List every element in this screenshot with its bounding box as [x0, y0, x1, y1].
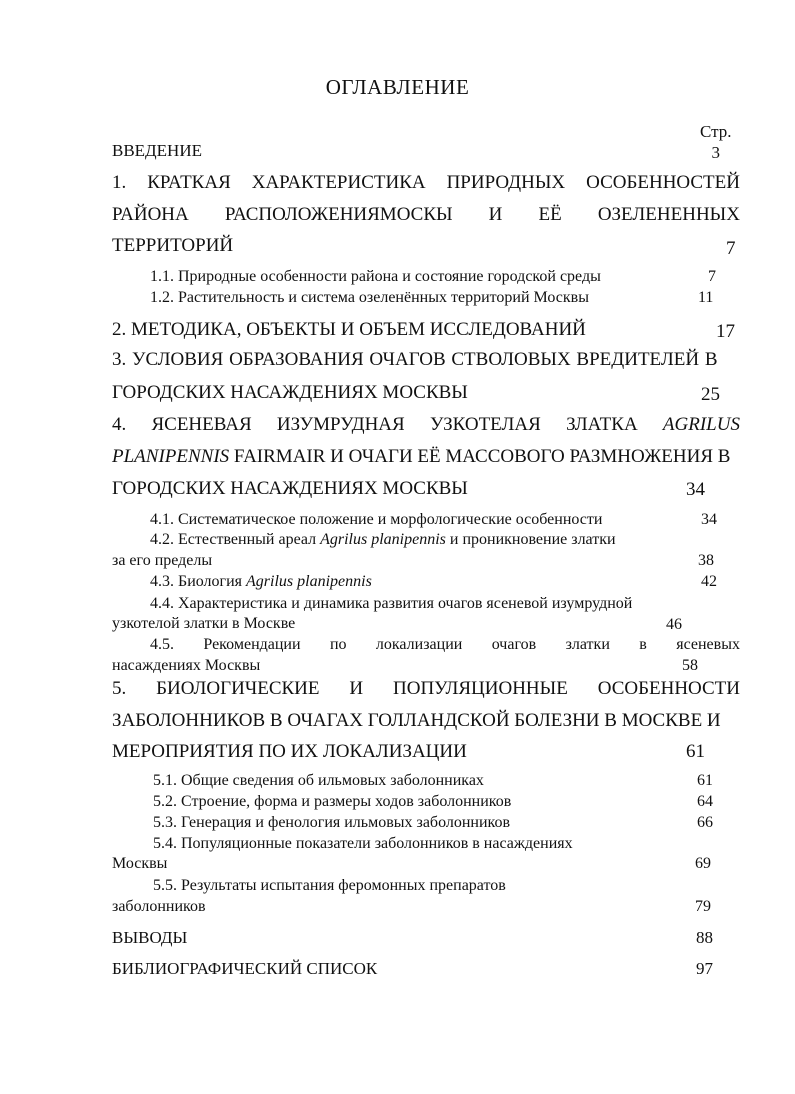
toc-ch5-line3: МЕРОПРИЯТИЯ ПО ИХ ЛОКАЛИЗАЦИИ [112, 741, 467, 762]
toc-ch1-word: ОСОБЕННОСТЕЙ [586, 172, 740, 193]
toc-1-1-page: 7 [708, 268, 716, 285]
toc-ch5-word: 5. [112, 678, 127, 699]
toc-4-5-line1 [150, 637, 740, 653]
toc-ch3-line2: ГОРОДСКИХ НАСАЖДЕНИЯХ МОСКВЫ [112, 382, 468, 403]
toc-4-3-page: 42 [701, 573, 717, 590]
toc-5-4-page: 69 [695, 855, 711, 872]
toc-ch5-page: 61 [686, 741, 705, 762]
toc-ch5-word: И [349, 678, 364, 699]
toc-ch1-word: КРАТКАЯ [147, 172, 231, 193]
toc-5-4-line2: Москвы [112, 855, 168, 872]
toc-ch4-page: 34 [686, 479, 705, 500]
toc-4-1-page: 34 [701, 511, 717, 528]
toc-ch4-line2-rest: FAIRMAIR И ОЧАГИ ЕЁ МАССОВОГО РАЗМНОЖЕНИЯ В [229, 446, 731, 467]
toc-ch1-word: ПРИРОДНЫХ [446, 172, 566, 193]
toc-4-3-italic: Agrilus planipennis [246, 573, 372, 590]
toc-ch5-word: ПОПУЛЯЦИОННЫЕ [393, 678, 568, 699]
toc-4-2-line1 [150, 532, 616, 548]
toc-ch4-word: 4. [112, 414, 127, 435]
toc-4-2-line2: за его пределы [112, 552, 213, 569]
toc-5-1-page: 61 [697, 772, 713, 789]
toc-5-2-label: 5.2. Строение, форма и размеры ходов заболонников [153, 793, 512, 810]
toc-ch4-line2 [112, 447, 730, 466]
toc-4-4-page: 46 [666, 616, 682, 633]
toc-ch3-page: 25 [701, 384, 720, 405]
toc-5-2-page: 64 [697, 793, 713, 810]
toc-4-2-page: 38 [698, 552, 714, 569]
toc-4-5-word: очагов [491, 636, 537, 653]
toc-4-5-word: златки [565, 636, 610, 653]
toc-ch1-word: ОЗЕЛЕНЕННЫХ [597, 204, 740, 225]
toc-4-4-line2: узкотелой златки в Москве [112, 615, 296, 632]
toc-1-2-page: 11 [698, 289, 714, 306]
toc-ch1-word: И [488, 204, 503, 225]
toc-ch3-line1: 3. УСЛОВИЯ ОБРАЗОВАНИЯ ОЧАГОВ СТВОЛОВЫХ ВРЕДИТЕЛЕЙ В [112, 349, 718, 370]
toc-ch4-species: PLANIPENNIS [112, 446, 230, 467]
toc-intro-page: 3 [711, 143, 720, 162]
toc-5-5-line1: 5.5. Результаты испытания феромонных препаратов [153, 877, 506, 894]
toc-ch4-word: УЗКОТЕЛАЯ [429, 414, 541, 435]
toc-ch4-word: ЯСЕНЕВАЯ [151, 414, 252, 435]
toc-4-2-post: и проникновение златки [445, 531, 616, 548]
toc-ch5-line1 [112, 679, 740, 698]
toc-4-3-line [150, 574, 372, 590]
page-column-header: Стр. [700, 122, 732, 141]
toc-ch1-word: РАЙОНА [112, 204, 189, 225]
toc-ch1-line2 [112, 205, 740, 224]
toc-ch5-word: ОСОБЕННОСТИ [597, 678, 740, 699]
toc-4-5-word: локализации [375, 636, 463, 653]
toc-ch1-line1 [112, 173, 740, 192]
toc-bibliography-page: 97 [696, 959, 713, 978]
toc-conclusions-label: ВЫВОДЫ [112, 928, 188, 947]
toc-ch1-line3: ТЕРРИТОРИЙ [112, 235, 234, 256]
toc-4-5-word: в [639, 636, 647, 653]
toc-ch4-word: ЗЛАТКА [566, 414, 638, 435]
toc-4-4-line1: 4.4. Характеристика и динамика развития очагов ясеневой изумрудной [150, 595, 633, 612]
toc-5-3-label: 5.3. Генерация и фенология ильмовых заболонников [153, 814, 511, 831]
toc-4-5-page: 58 [682, 657, 698, 674]
toc-5-5-line2: заболонников [112, 898, 206, 915]
toc-ch5-word: БИОЛОГИЧЕСКИЕ [156, 678, 320, 699]
toc-ch4-line3: ГОРОДСКИХ НАСАЖДЕНИЯХ МОСКВЫ [112, 478, 468, 499]
toc-4-5-word: по [329, 636, 347, 653]
toc-bibliography-label: БИБЛИОГРАФИЧЕСКИЙ СПИСОК [112, 959, 378, 978]
toc-ch4-word: ИЗУМРУДНАЯ [276, 414, 405, 435]
toc-5-1-label: 5.1. Общие сведения об ильмовых заболонниках [153, 772, 484, 789]
toc-5-5-page: 79 [695, 898, 711, 915]
toc-4-5-word: 4.5. [150, 636, 174, 653]
toc-ch1-word: ЕЁ [538, 204, 562, 225]
toc-4-1-label: 4.1. Систематическое положение и морфологические особенности [150, 511, 603, 528]
toc-4-5-word: ясеневых [676, 636, 740, 653]
toc-ch5-line2: ЗАБОЛОННИКОВ В ОЧАГАХ ГОЛЛАНДСКОЙ БОЛЕЗНИ В МОСКВЕ И [112, 710, 721, 731]
toc-ch4-line1 [112, 415, 740, 434]
toc-ch1-page: 7 [726, 238, 736, 259]
page-title: ОГЛАВЛЕНИЕ [325, 75, 470, 99]
toc-ch2-page: 17 [716, 321, 735, 342]
toc-1-2-label: 1.2. Растительность и система озеленённых территорий Москвы [150, 289, 589, 306]
toc-intro-label: ВВЕДЕНИЕ [112, 141, 202, 160]
toc-4-5-word: Рекомендации [203, 636, 301, 653]
toc-ch1-word: РАСПОЛОЖЕНИЯМОСКЫ [224, 204, 453, 225]
toc-5-3-page: 66 [697, 814, 713, 831]
toc-conclusions-page: 88 [696, 928, 713, 947]
toc-ch1-num: 1. [112, 172, 127, 193]
toc-4-2-italic: Agrilus planipennis [320, 531, 446, 548]
toc-ch1-word: ХАРАКТЕРИСТИКА [251, 172, 426, 193]
toc-ch2-label: 2. МЕТОДИКА, ОБЪЕКТЫ И ОБЪЕМ ИССЛЕДОВАНИЙ [112, 319, 586, 340]
toc-4-3-pre: 4.3. Биология [150, 573, 247, 590]
toc-5-4-line1: 5.4. Популяционные показатели заболонников в насаждениях [153, 835, 573, 852]
toc-4-5-line2: насаждениях Москвы [112, 657, 261, 674]
toc-4-2-pre: 4.2. Естественный ареал [150, 531, 321, 548]
toc-1-1-label: 1.1. Природные особенности района и состояние городской среды [150, 268, 601, 285]
toc-ch4-genus: AGRILUS [662, 414, 740, 435]
